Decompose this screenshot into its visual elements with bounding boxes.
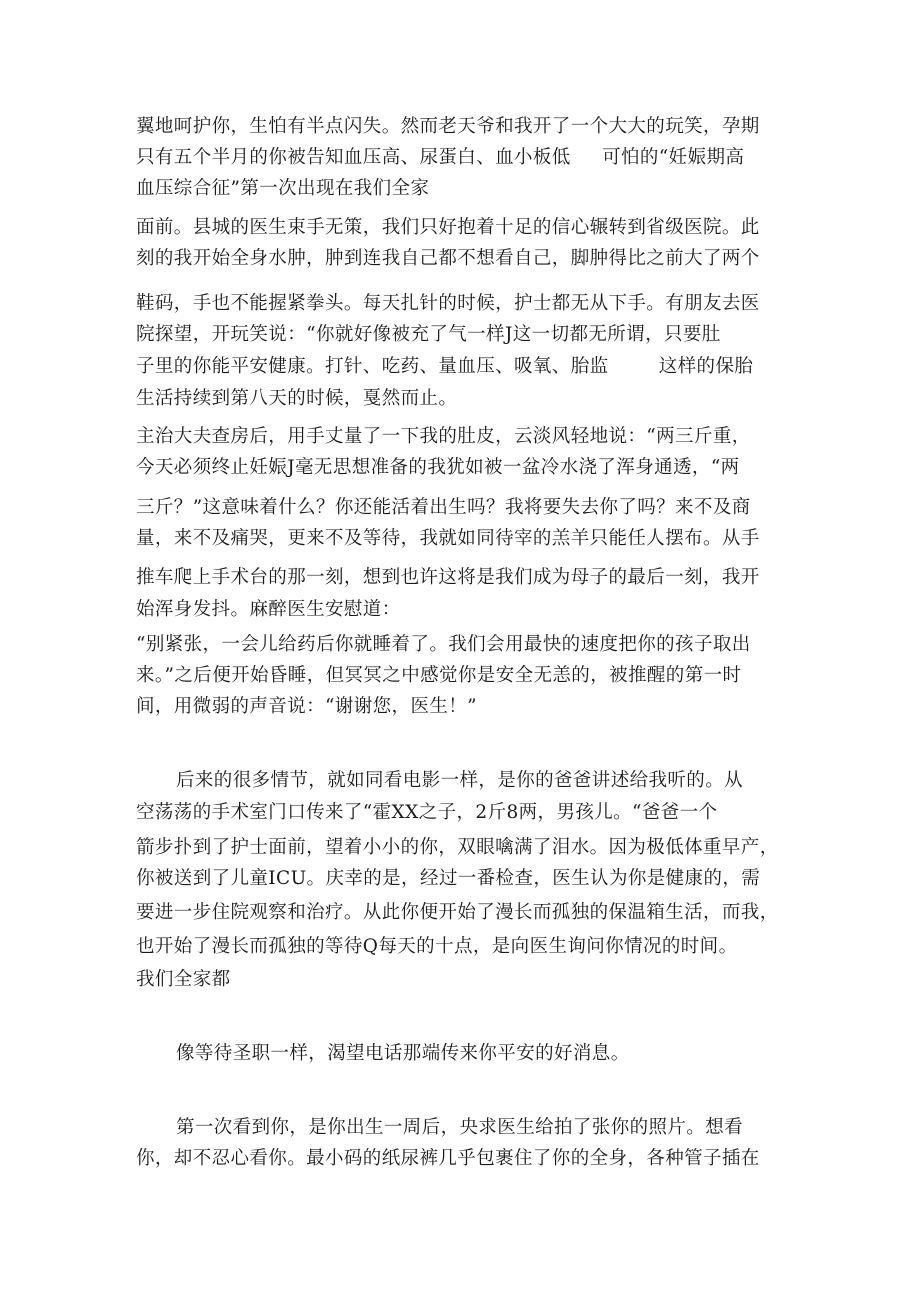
text-line: 量，来不及痛哭，更来不及等待，我就如同待宰的羔羊只能任人摆布。从手 <box>136 528 760 549</box>
text-line: 三斤？”这意味着什么？你还能活着出生吗？我将要失去你了吗？来不及商 <box>136 497 751 518</box>
text-line: 刻的我开始全身水肿，肿到连我自己都不想看自己，脚肿得比之前大了两个 <box>136 248 760 269</box>
text-line: 箭步扑到了护士面前，望着小小的你，双眼噙满了泪水。因为极低体重早产， <box>136 837 779 858</box>
text-line: 只有五个半月的你被告知血压高、尿蛋白、血小板低 可怕的“妊娠期高 <box>136 147 745 168</box>
text-line: 间，用微弱的声音说：“谢谢您，医生！” <box>136 696 478 717</box>
text-line: 你，却不忍心看你。最小码的纸尿裤几乎包裹住了你的全身，各种管子插在 <box>136 1148 760 1169</box>
text-line: 面前。县城的医生束手无策，我们只好抱着十足的信心辗转到省级医院。此 <box>136 217 760 238</box>
text-line: 鞋码，手也不能握紧拳头。每天扎针的时候，护士都无从下手。有朋友去医 <box>136 293 760 314</box>
text-line: 来。”之后便开始昏睡，但冥冥之中感觉你是安全无恙的，被推醒的第一时 <box>136 665 742 686</box>
text-line: 翼地呵护你，生怕有半点闪失。然而老天爷和我开了一个大大的玩笑，孕期 <box>136 116 760 137</box>
text-line: 你被送到了儿童ICU。庆幸的是，经过一番检查，医生认为你是健康的，需 <box>136 868 761 889</box>
text-line: 要进一步住院观察和治疗。从此你便开始了漫长而孤独的保温箱生活，而我， <box>136 902 779 923</box>
text-line: 推车爬上手术台的那一刻，想到也许这将是我们成为母子的最后一刻，我开 <box>136 567 760 588</box>
text-line: 今天必须终止妊娠J毫无思想准备的我犹如被一盆冷水浇了浑身通透，“两 <box>136 457 740 478</box>
text-line: 第一次看到你，是你出生一周后，央求医生给拍了张你的照片。想看 <box>176 1117 744 1138</box>
text-line: 血压综合征”第一次出现在我们全家 <box>136 178 430 199</box>
text-line: 我们全家都 <box>136 969 231 990</box>
text-line: 后来的很多情节，就如同看电影一样，是你的爸爸讲述给我听的。从 <box>176 770 744 791</box>
text-line: 始浑身发抖。麻醉医生安慰道： <box>136 599 401 620</box>
text-line: 像等待圣职一样，渴望电话那端传来你平安的好消息。 <box>176 1043 630 1064</box>
text-line: 空荡荡的手术室门口传来了“霍XX之子，2斤8两，男孩儿。“爸爸一个 <box>136 802 718 823</box>
text-line: 也开始了漫长而孤独的等待Q每天的十点，是向医生询问你情况的时间。 <box>136 936 738 957</box>
text-line: 院探望，开玩笑说：“你就好像被充了气一样J这一切都无所谓，只要肚 <box>136 324 721 345</box>
text-line: 子里的你能平安健康。打针、吃药、量血压、吸氧、胎监 这样的保胎 <box>136 356 754 377</box>
text-line: “别紧张，一会儿给药后你就睡着了。我们会用最快的速度把你的孩子取出 <box>136 634 751 655</box>
text-line: 生活持续到第八天的时候，戛然而止。 <box>136 388 458 409</box>
text-line: 主治大夫查房后，用手丈量了一下我的肚皮，云淡风轻地说：“两三斤重， <box>136 426 751 447</box>
